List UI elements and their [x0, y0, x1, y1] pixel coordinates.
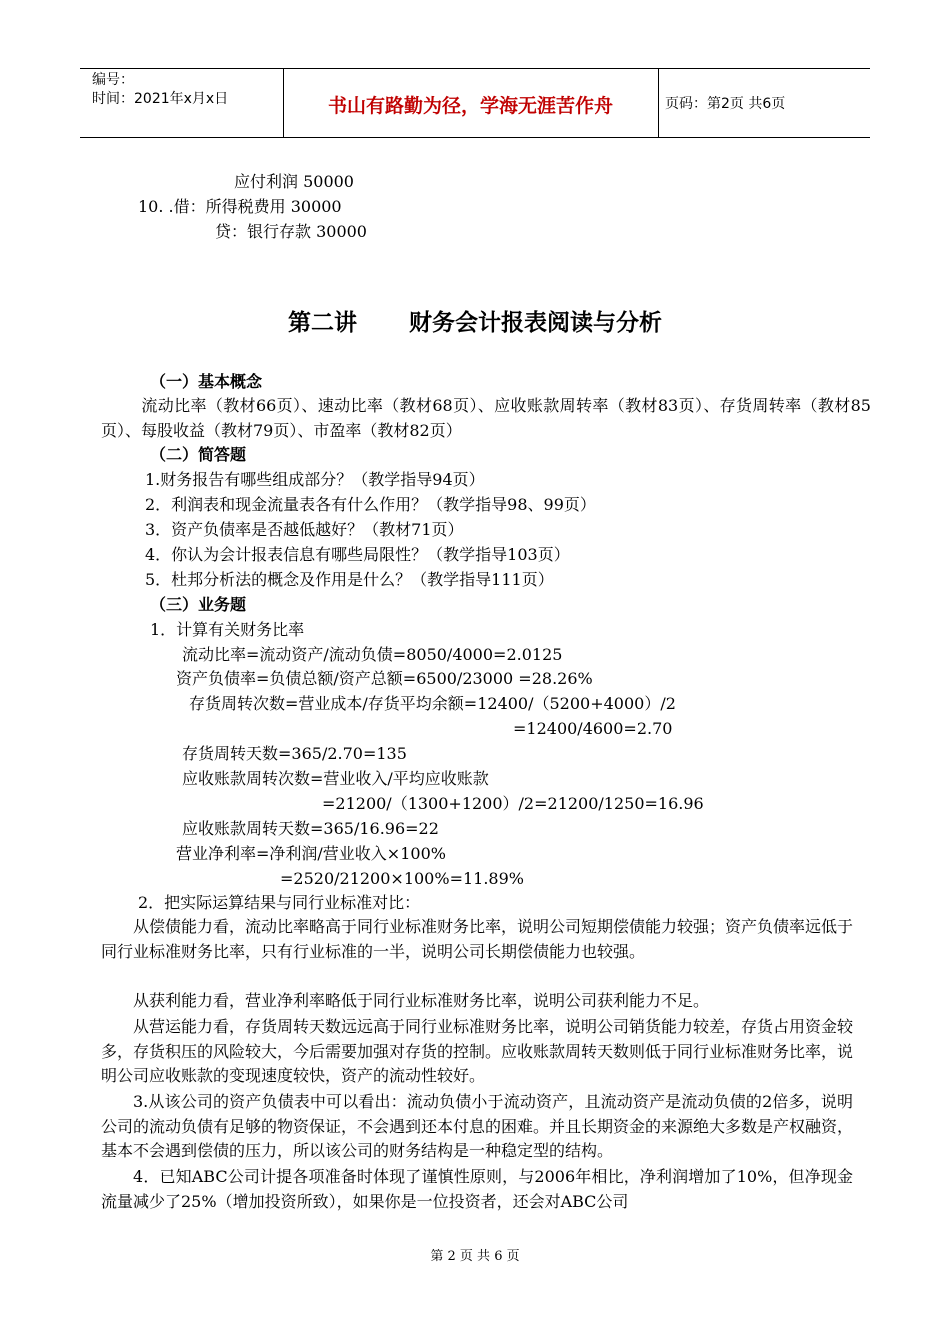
entry-line-2: 10. .借：所得税费用 30000 — [138, 197, 342, 216]
analysis-paragraph-profitability: 从获利能力看，营业净利率略低于同行业标准财务比率，说明公司获利能力不足。 — [133, 991, 710, 1010]
exercise-4-paragraph: 4．已知ABC公司计提各项准备时体现了谨慎性原则，与2006年相比，净利润增加了10%，但净现金流量减少了25%（增加投资所致），如果你是一位投资者，还会对ABC公司 — [101, 1167, 853, 1211]
title-lecture: 第二讲 — [288, 310, 357, 336]
analysis-paragraph-structure: 3.从该公司的资产负债表中可以看出：流动负债小于流动资产，且流动资产是流动负债的2倍多，说明公司的流动负债有足够的物资保证，不会遇到还本付息的困难。并且长期资金的来源绝大多数是产权融资，基本不会遇到偿债的压力，所以该公司的财务结构是一种稳定型的结构。 — [101, 1092, 854, 1160]
header-meta — [92, 71, 228, 109]
calc-line: 资产负债率=负债总额/资产总额=6500/23000 =28.26% — [176, 669, 593, 688]
exercise-1-title: 1．计算有关财务比率 — [150, 620, 305, 639]
question-item: 4．你认为会计报表信息有哪些局限性？（教学指导103页） — [145, 545, 570, 564]
date-label: 时间：2021年x月x日 — [92, 91, 229, 107]
calc-line: 应收账款周转次数=营业收入/平均应收账款 — [182, 769, 489, 788]
question-item: 1.财务报告有哪些组成部分？（教学指导94页） — [145, 470, 485, 489]
page-header — [80, 68, 870, 138]
question-item: 5．杜邦分析法的概念及作用是什么？（教学指导111页） — [145, 570, 554, 589]
header-divider — [658, 69, 659, 137]
section-heading-concepts: （一）基本概念 — [150, 372, 263, 391]
calc-line: 存货周转次数=营业成本/存货平均余额=12400/（5200+4000）/2 — [189, 694, 676, 713]
calc-line: 流动比率=流动资产/流动负债=8050/4000=2.0125 — [182, 645, 563, 664]
section-heading-questions: （二）简答题 — [150, 445, 247, 464]
calc-line: =12400/4600=2.70 — [513, 719, 673, 738]
entry-line-1: 应付利润 50000 — [234, 172, 354, 191]
title-topic: 财务会计报表阅读与分析 — [409, 310, 662, 336]
question-item: 2．利润表和现金流量表各有什么作用？（教学指导98、99页） — [145, 495, 596, 514]
header-motto: 书山有路勤为径，学海无涯苦作舟 — [327, 95, 613, 117]
analysis-paragraph-operations: 从营运能力看，存货周转天数远远高于同行业标准财务比率，说明公司销货能力较差，存货占用资金较多，存货积压的风险较大，今后需要加强对存货的控制。应收账款周转天数则低于同行业标准财务比率，说明公司应收账款的变现速度较快，资产的流动性较好。 — [101, 1017, 854, 1085]
analysis-paragraph-solvency: 从偿债能力看，流动比率略高于同行业标准财务比率，说明公司短期偿债能力较强；资产负债率远低于同行业标准财务比率，只有行业标准的一半，说明公司长期偿债能力也较强。 — [101, 917, 854, 961]
calc-line: 存货周转天数=365/2.70=135 — [182, 744, 407, 763]
page-title — [0, 304, 950, 337]
calc-line: 应收账款周转天数=365/16.96=22 — [182, 819, 439, 838]
concepts-paragraph — [101, 394, 871, 443]
section-heading-exercises: （三）业务题 — [150, 595, 247, 614]
entry-line-3: 贷：银行存款 30000 — [215, 222, 367, 241]
exercise-2-title: 2．把实际运算结果与同行业标准对比： — [138, 893, 421, 912]
header-page-number: 页码：第2页 共6页 — [665, 96, 786, 112]
calc-line: =2520/21200×100%=11.89% — [280, 869, 524, 888]
serial-label: 编号： — [92, 72, 134, 88]
page-footer: 第 2 页 共 6 页 — [430, 1249, 520, 1264]
calc-line: =21200/（1300+1200）/2=21200/1250=16.96 — [322, 794, 704, 813]
calc-line: 营业净利率=净利润/营业收入×100% — [176, 844, 446, 863]
question-item: 3．资产负债率是否越低越好？（教材71页） — [145, 520, 464, 539]
concepts-text: 流动比率（教材66页）、速动比率（教材68页）、应收账款周转率（教材83页）、存货周转率（教材85页）、每股收益（教材79页）、市盈率（教材82页） — [101, 396, 871, 440]
